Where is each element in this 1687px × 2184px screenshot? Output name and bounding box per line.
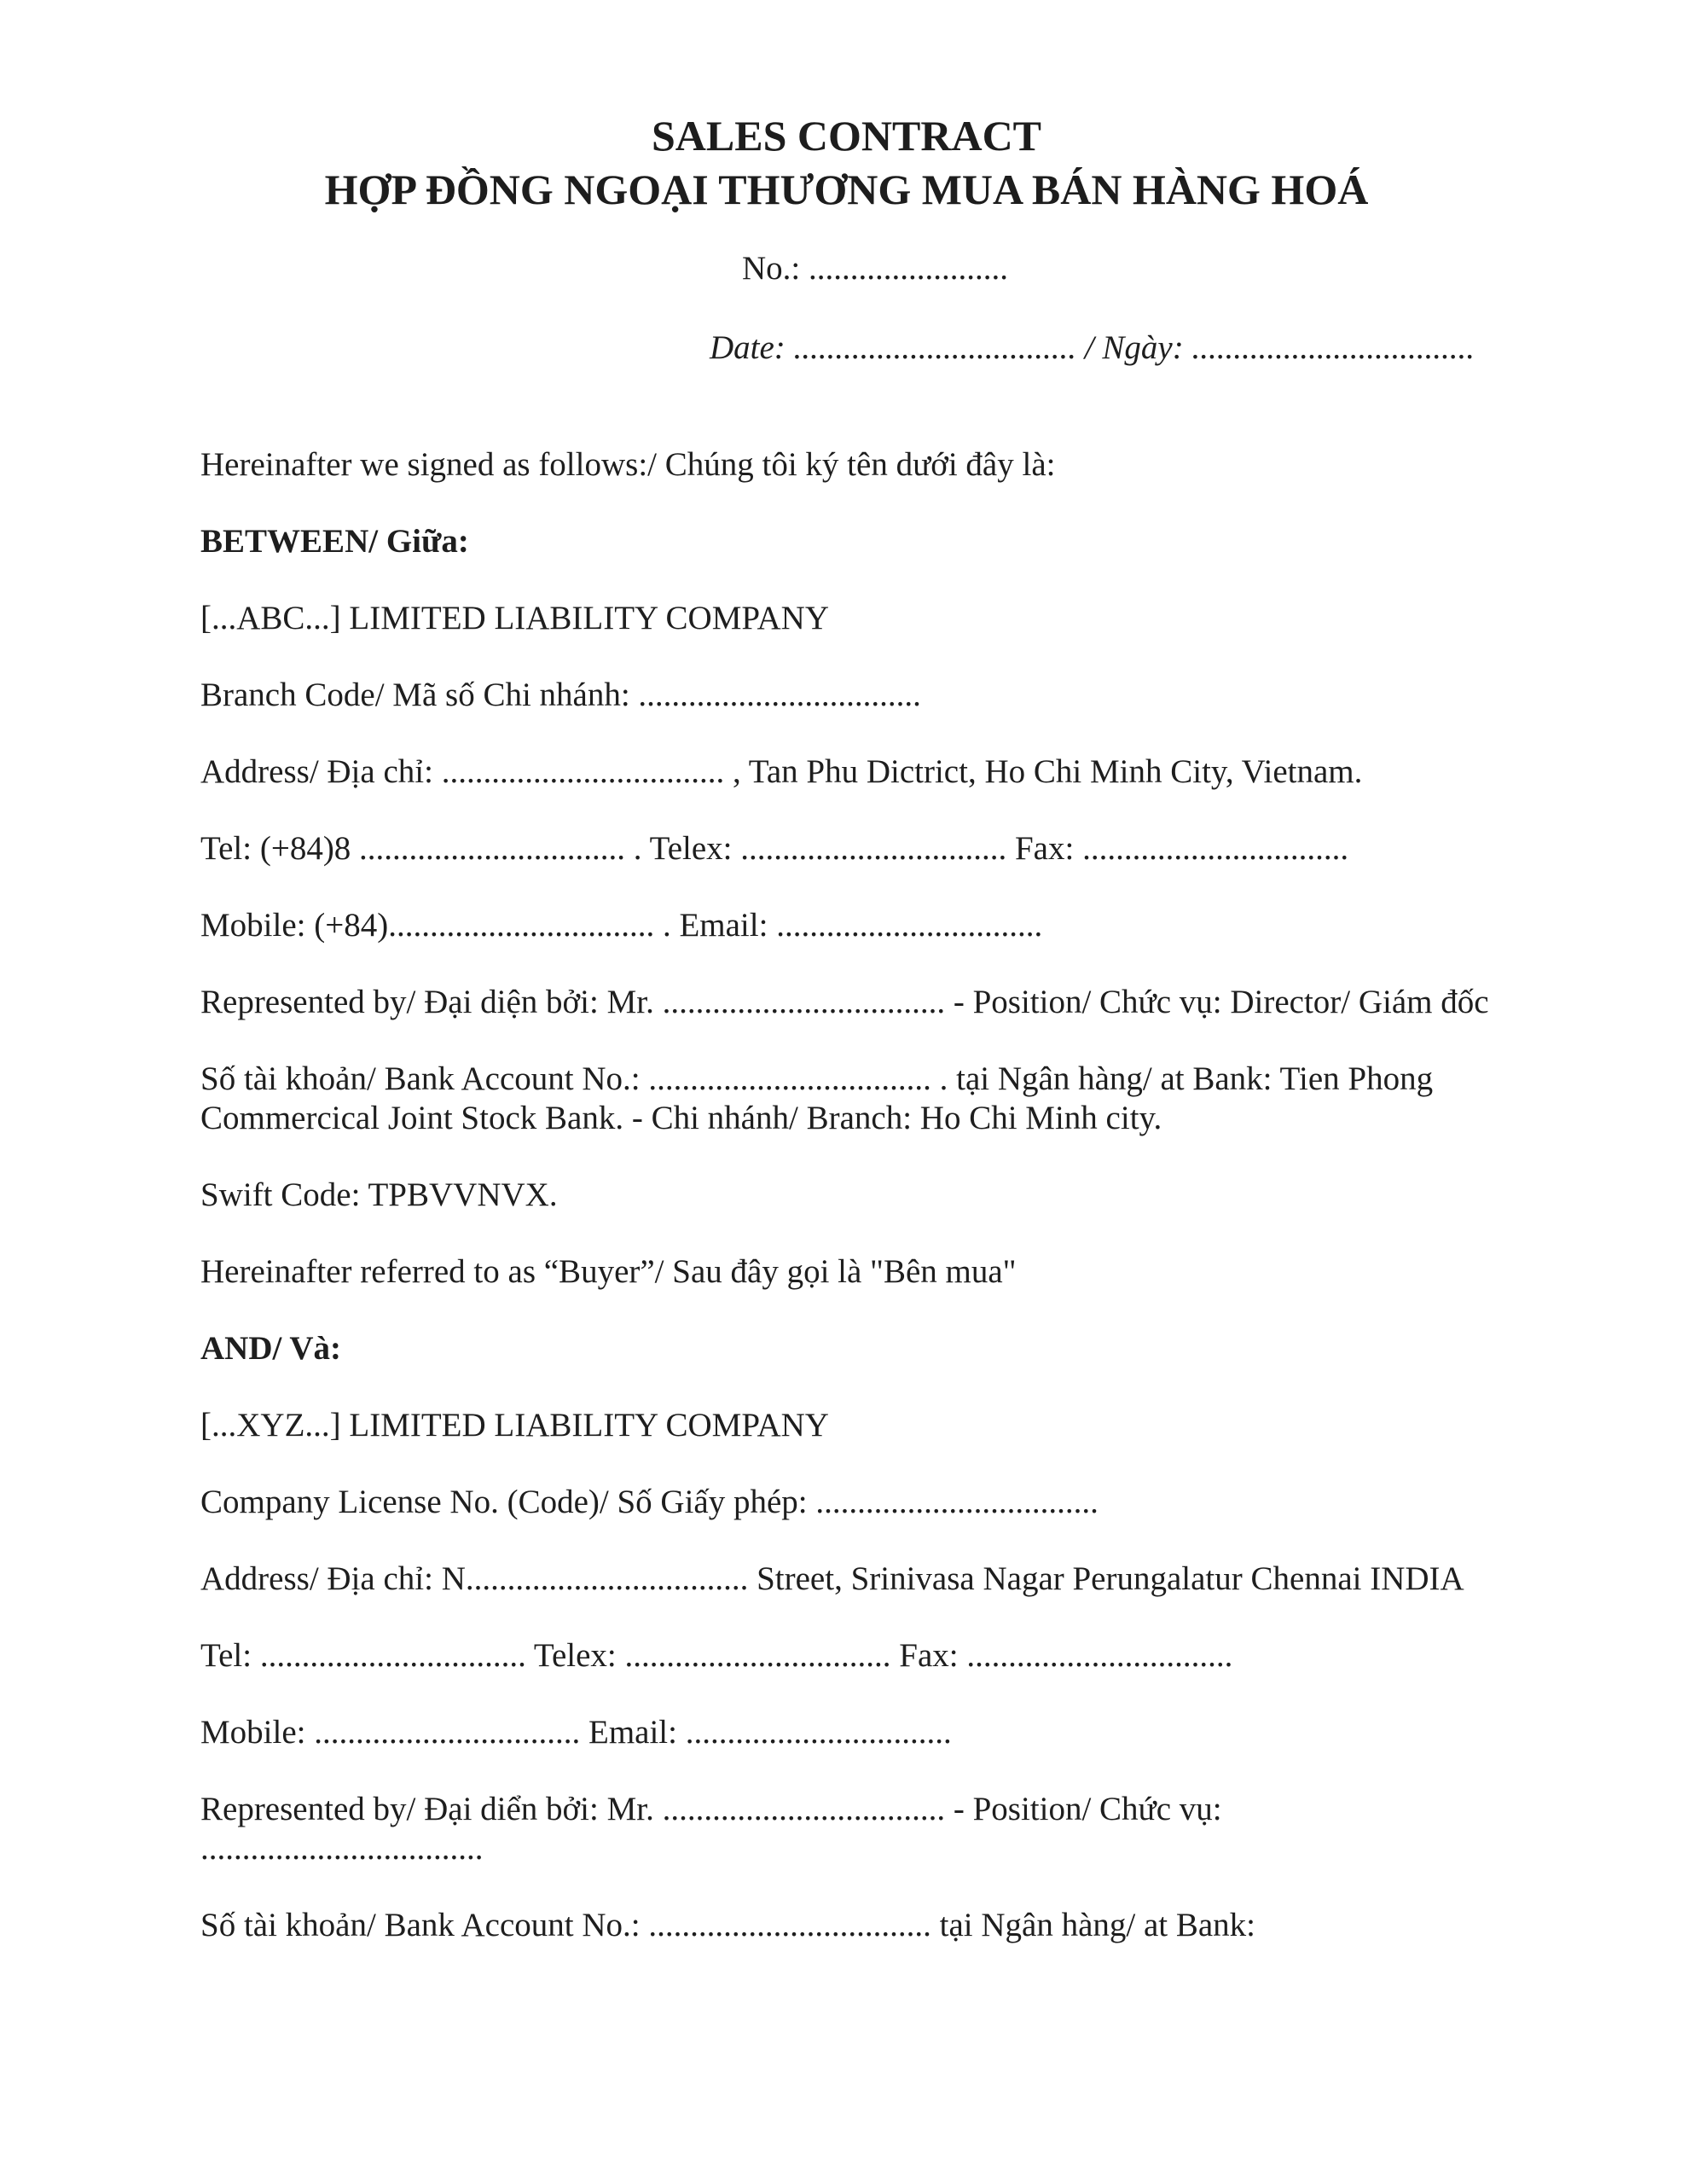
seller-bank-account-field: Số tài khoản/ Bank Account No.: .................................. tại Ngân hàng/ at Bank:	[200, 1907, 1256, 1943]
seller-company-name: [...XYZ...] LIMITED LIABILITY COMPANY	[200, 1407, 829, 1443]
title-line-english: SALES CONTRACT	[651, 112, 1042, 160]
buyer-swift-code-field: Swift Code: TPBVVNVX.	[200, 1176, 558, 1213]
buyer-company-name: [...ABC...] LIMITED LIABILITY COMPANY	[200, 600, 829, 636]
seller-representative-field: Represented by/ Đại diển bởi: Mr. .................................. - Position/ Chức vụ: ..................................	[200, 1791, 1222, 1867]
buyer-bank-account-field: Số tài khoản/ Bank Account No.: .................................. . tại Ngân hàng/ at Bank: Tien Phong Commercical Joint Stock Bank. - Chi nhánh/ Branch: Ho Chi Minh city.	[200, 1060, 1434, 1136]
intro-statement: Hereinafter we signed as follows:/ Chúng tôi ký tên dưới đây là:	[200, 446, 1056, 483]
buyer-alias-statement: Hereinafter referred to as “Buyer”/ Sau đây gọi là "Bên mua"	[200, 1253, 1017, 1290]
contract-body	[200, 445, 1493, 1945]
title-line-vietnamese: HỢP ĐỒNG NGOẠI THƯƠNG MUA BÁN HÀNG HOÁ	[324, 166, 1369, 213]
contract-date-field: Date: .................................. / Ngày: ..................................	[710, 329, 1475, 366]
heading-between: BETWEEN/ Giữa:	[200, 523, 469, 560]
buyer-representative-field: Represented by/ Đại diện bởi: Mr. .................................. - Position/ Chức vụ: Director/ Giám đốc	[200, 984, 1489, 1020]
seller-license-number-field: Company License No. (Code)/ Số Giấy phép: ..................................	[200, 1484, 1099, 1520]
buyer-mobile-email-field: Mobile: (+84)................................ . Email: ................................	[200, 907, 1043, 944]
heading-and: AND/ Và:	[200, 1330, 342, 1367]
seller-address-field: Address/ Địa chỉ: N.................................. Street, Srinivasa Nagar Perungalatur Chennai INDIA	[200, 1560, 1464, 1597]
buyer-branch-code-field: Branch Code/ Mã số Chi nhánh: ..................................	[200, 677, 921, 713]
contract-number-field: No.: ........................	[742, 250, 1008, 287]
document-title	[200, 109, 1493, 217]
seller-tel-telex-fax-field: Tel: ................................ Telex: ................................ Fax: ................................	[200, 1637, 1233, 1674]
buyer-tel-telex-fax-field: Tel: (+84)8 ................................ . Telex: ................................ Fax: ................................	[200, 830, 1349, 867]
buyer-address-field: Address/ Địa chỉ: .................................. , Tan Phu Dictrict, Ho Chi Minh City, Vietnam.	[200, 753, 1363, 790]
seller-mobile-email-field: Mobile: ................................ Email: ................................	[200, 1714, 952, 1751]
